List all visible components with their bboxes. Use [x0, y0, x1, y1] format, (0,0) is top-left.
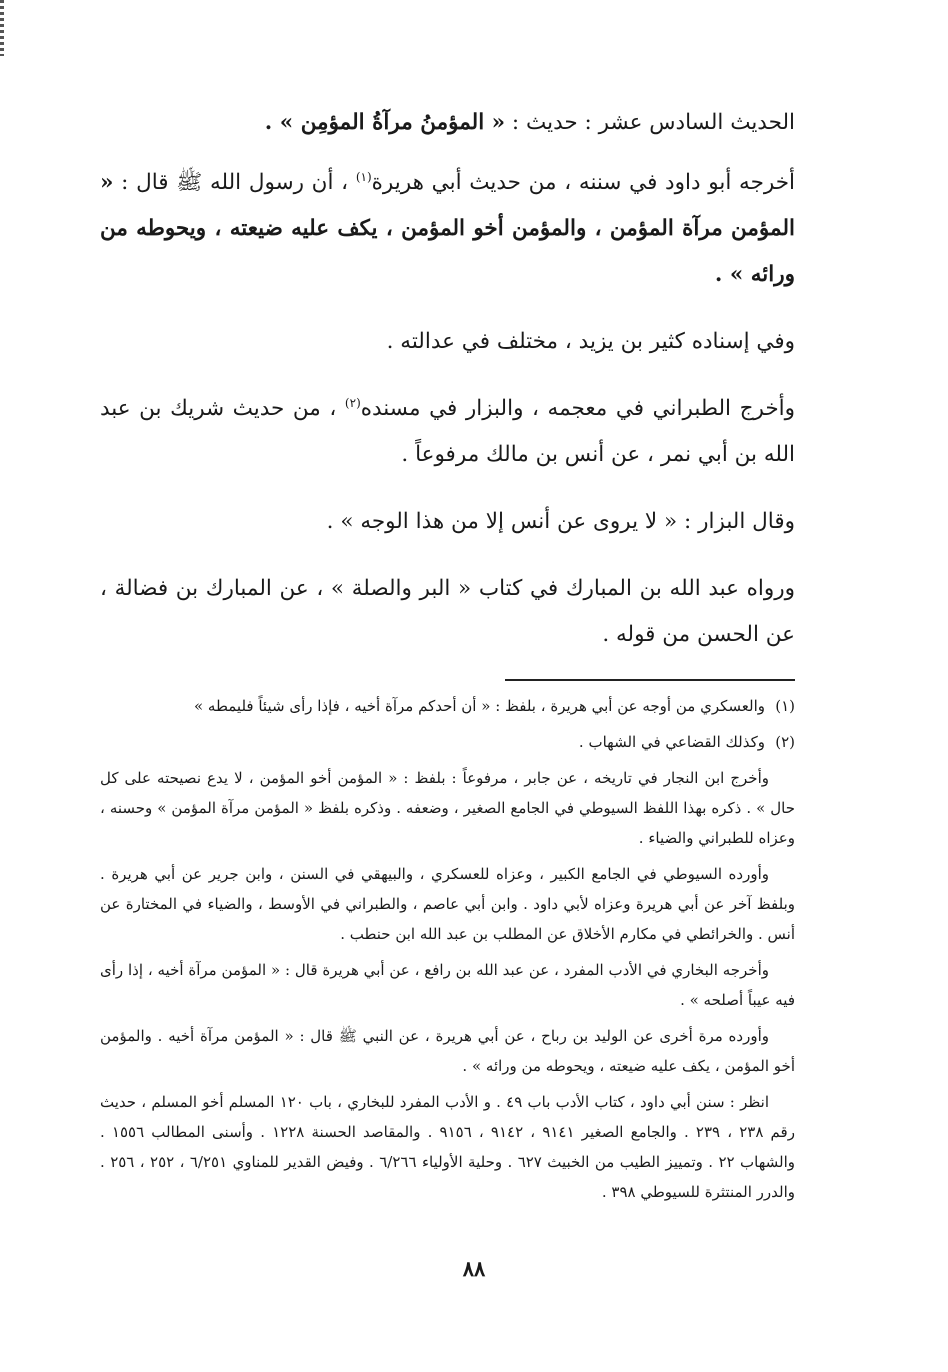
footnote-paragraph-3: وأخرج ابن النجار في تاريخه ، عن جابر ، مرفوعاً : بلفظ : « المؤمن أخو المؤمن ، لا يدع نصيحته على كل حال » . ذكره بهذا اللفظ السيوطي في الجامع الصغير ، وضعفه . وذكره بلفظ « المؤمن مرآة المؤمن » وحسنه ، وعزاه للطبراني والضياء . [100, 769, 795, 847]
hadith-title [100, 100, 795, 146]
paragraph-4: وقال البزار : « لا يروى عن أنس إلا من هذا الوجه » . [326, 509, 795, 534]
footnote-paragraph-6: وأورده مرة أخرى عن الوليد بن رباح ، عن أبي هريرة ، عن النبي ﷺ قال : « المؤمن مرآة أخيه . والمؤمن أخو المؤمن ، يكف عليه ضيعته ، ويحوطه من ورائه » . [100, 1027, 795, 1075]
footnote-1-text: والعسكري من أوجه عن أبي هريرة ، بلفظ : « أن أحدكم مرآة أخيه ، فإذا رأى شيئاً فليمطه » [193, 697, 765, 715]
footnote-paragraph-4: وأورده السيوطي في الجامع الكبير ، وعزاه للعسكري ، والبيهقي في السنن ، وابن جرير عن أبي هريرة . وبلفظ آخر عن أبي هريرة وعزاه لأبي داود . وابن أبي عاصم ، والطبراني في الأوسط ، والضياء في المختارة عن أنس . والخرائطي في مكارم الأخلاق عن المطلب بن عبد الله ابن حنطب . [100, 865, 795, 943]
page-number: ٨٨ [462, 1256, 486, 1281]
footnote-ref-2: (٢) [344, 395, 361, 410]
footnote-paragraph-5: وأخرجه البخاري في الأدب المفرد ، عن عبد الله بن رافع ، عن أبي هريرة قال : « المؤمن مرآة أخيه ، إذا رأى فيه عيباً أصلحه » . [100, 961, 795, 1009]
p3-text-b: ، من حديث شريك بن عبد الله بن أبي نمر ، عن أنس بن مالك مرفوعاً . [100, 396, 795, 467]
main-text [100, 100, 795, 658]
footnote-1 [100, 691, 795, 721]
footnote-ref-1: (١) [355, 169, 372, 184]
p1-hadith-text: « المؤمن مرآة المؤمن ، والمؤمن أخو المؤمن ، يكف عليه ضيعته ، ويحوطه من ورائه » . [100, 170, 795, 287]
footnote-paragraph-7: انظر : سنن أبي داود ، كتاب الأدب باب ٤٩ . و الأدب المفرد للبخاري ، باب ١٢٠ المسلم أخو المسلم ، حديث رقم ٢٣٨ ، ٢٣٩ . والجامع الصغير ٩١٤١ ، ٩١٤٢ ، ٩١٥٦ . والمقاصد الحسنة ١٢٢٨ . وأسنى المطالب ١٥٥٦ . والشهاب ٢٢ . وتمييز الطيب من الخبيث ٦٢٧ . وحلية الأولياء ٦/٢٦٦ . وفيض القدير للمناوي ٦/٢٥١ ، ٢٥٢ ، ٢٥٦ . والدرر المنتثرة للسيوطي ٣٩٨ . [100, 1093, 795, 1201]
scan-edge-mark [0, 0, 4, 56]
title-bold: « المؤمنُ مرآةُ المؤمِن » . [264, 110, 506, 135]
footnote-2 [100, 727, 795, 757]
footnote-2-text: وكذلك القضاعي في الشهاب . [578, 733, 765, 751]
book-page [100, 100, 795, 1330]
footnote-1-number: (١) [775, 697, 795, 715]
paragraph-1 [100, 160, 795, 298]
footnote-2-number: (٢) [775, 733, 795, 751]
title-plain: الحديث السادس عشر : حديث : [505, 110, 795, 135]
footnote-separator [505, 679, 795, 681]
paragraph-3 [100, 386, 795, 478]
p1-text-a: أخرجه أبو داود في سننه ، من حديث أبي هريرة [371, 170, 795, 195]
p1-text-b: ، أن رسول الله ﷺ قال : [113, 170, 356, 195]
paragraph-5: ورواه عبد الله بن المبارك في كتاب « البر والصلة » ، عن المبارك بن فضالة ، عن الحسن من قوله . [100, 576, 795, 647]
p3-text-a: وأخرج الطبراني في معجمه ، والبزار في مسنده [360, 396, 795, 421]
paragraph-2: وفي إسناده كثير بن يزيد ، مختلف في عدالته . [386, 329, 795, 354]
footnotes [100, 691, 795, 1207]
